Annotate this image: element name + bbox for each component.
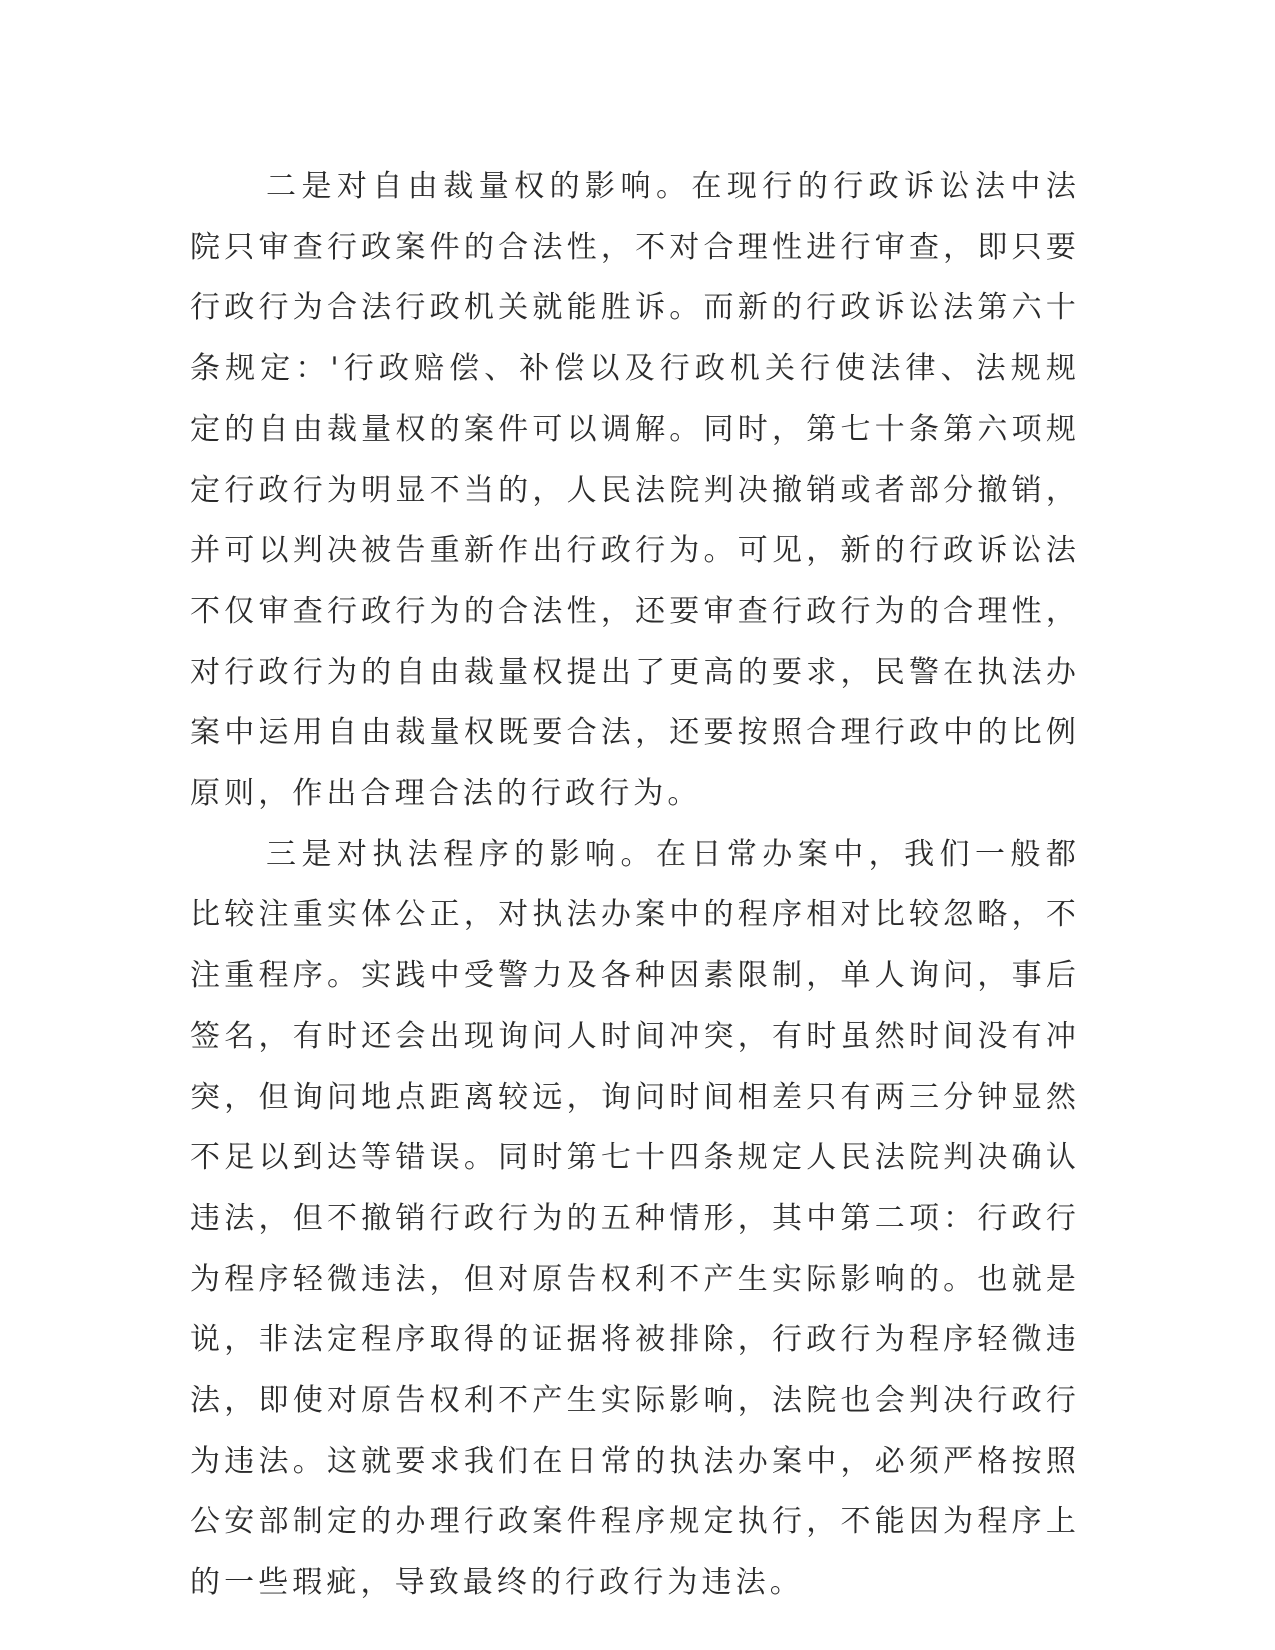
paragraph-procedure: 三是对执法程序的影响。在日常办案中，我们一般都比较注重实体公正，对执法办案中的程序相对比较忽略，不注重程序。实践中受警力及各种因素限制，单人询问，事后签名，有时还会出现询问人时间冲突，有时虽然时间没有冲突，但询问地点距离较远，询问时间相差只有两三分钟显然不足以到达等错误。同时第七十四条规定人民法院判决确认违法，但不撤销行政行为的五种情形，其中第二项：行政行为程序轻微违法，但对原告权利不产生实际影响的。也就是说，非法定程序取得的证据将被排除，行政行为程序轻微违法，即使对原告权利不产生实际影响，法院也会判决行政行为违法。这就要求我们在日常的执法办案中，必须严格按照公安部制定的办理行政案件程序规定执行，不能因为程序上的一些瑕疵，导致最终的行政行为违法。 xyxy=(190,836,1080,1601)
document-body xyxy=(190,157,1080,1614)
paragraph-discretion: 二是对自由裁量权的影响。在现行的行政诉讼法中法院只审查行政案件的合法性，不对合理性进行审查，即只要行政行为合法行政机关就能胜诉。而新的行政诉讼法第六十条规定：'行政赔偿、补偿以及行政机关行使法律、法规规定的自由裁量权的案件可以调解。同时，第七十条第六项规定行政行为明显不当的，人民法院判决撤销或者部分撤销，并可以判决被告重新作出行政行为。可见，新的行政诉讼法不仅审查行政行为的合法性，还要审查行政行为的合理性，对行政行为的自由裁量权提出了更高的要求，民警在执法办案中运用自由裁量权既要合法，还要按照合理行政中的比例原则，作出合理合法的行政行为。 xyxy=(190,169,1080,812)
